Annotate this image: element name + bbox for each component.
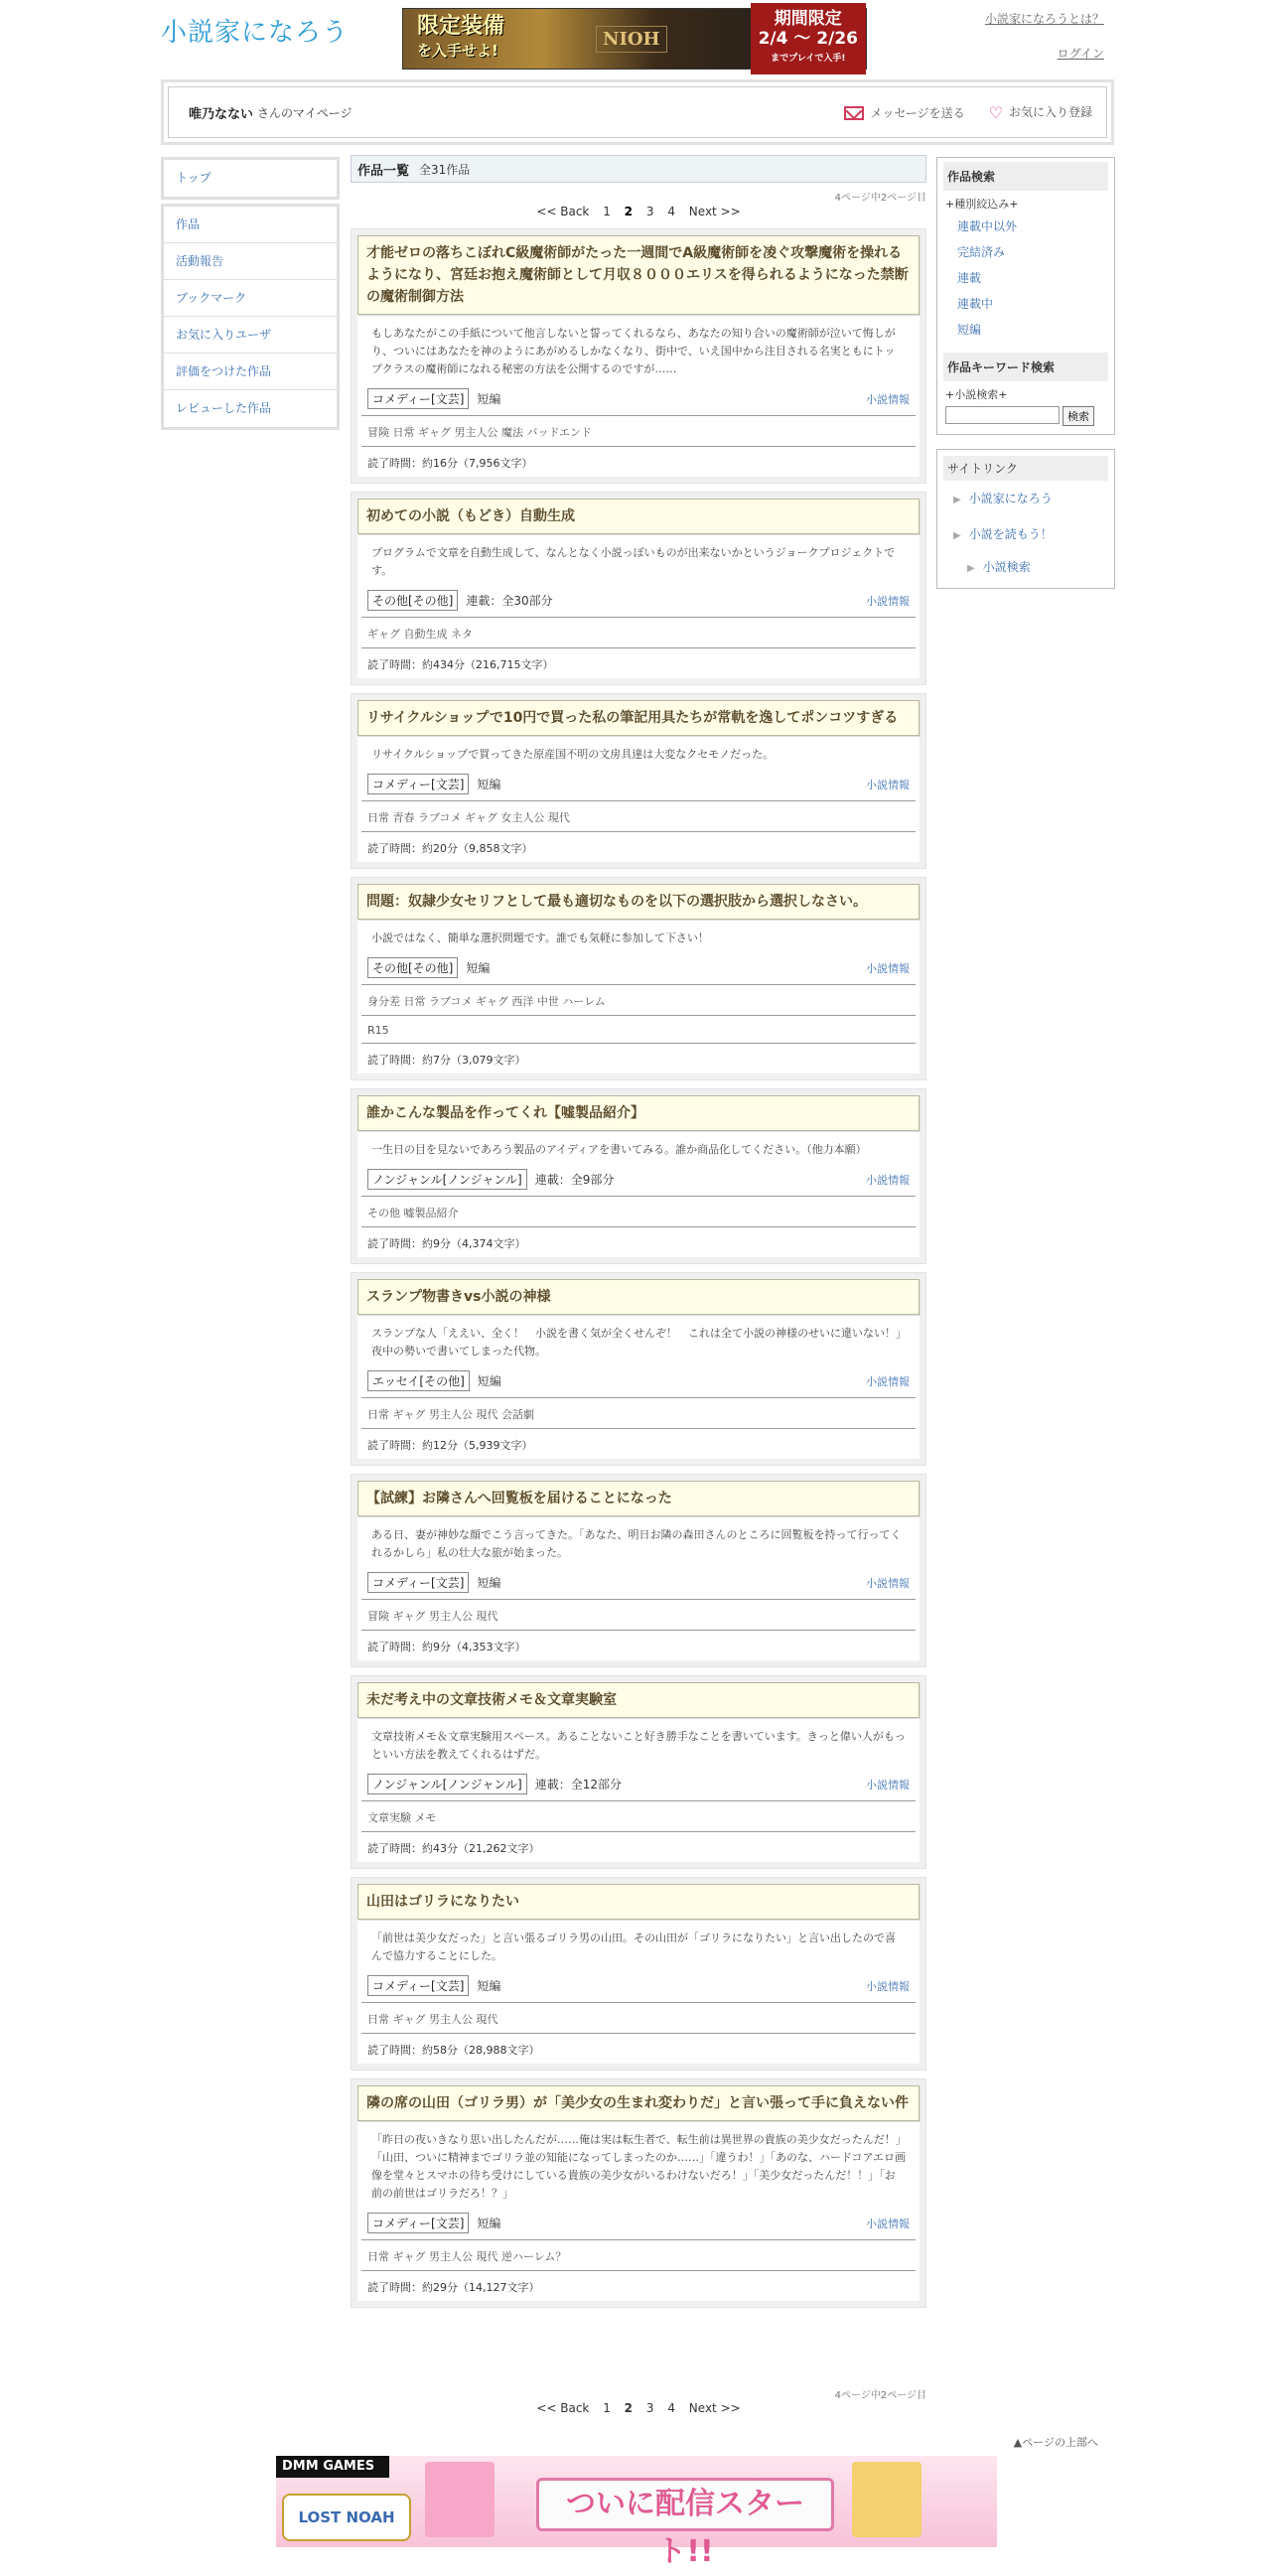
work-description: ある日、妻が神妙な顔でこう言ってきた。「あなた、明日お隣の森田さんのところに回覧板を持って行ってくれるかしら」私の壮大な旅が始まった。 — [371, 1528, 902, 1559]
ad-decoration — [425, 2462, 495, 2537]
work-description: スランプな人「ええい、全く！ 小説を書く気が全くせんぞ！ これは全て小説の神様のせいに違いない！」夜中の勢いで書いてしまった代物。 — [371, 1327, 902, 1358]
work-type: 短編 — [477, 1374, 501, 1388]
work-read-time: 読了時間：約7分（3,079文字） — [367, 1054, 526, 1067]
pager-back[interactable]: << Back — [536, 205, 590, 218]
work-info-link[interactable]: 小説情報 — [866, 1576, 910, 1590]
pager-page-4[interactable]: 4 — [667, 2401, 675, 2415]
sitelink-title: サイトリンク — [943, 456, 1108, 481]
pager-page-3[interactable]: 3 — [645, 2401, 654, 2415]
work-info-link[interactable]: 小説情報 — [866, 392, 910, 406]
work-read-time: 読了時間：約43分（21,262文字） — [367, 1842, 540, 1855]
pager-page-4[interactable]: 4 — [667, 205, 675, 218]
keyword-label: +小説検索+ — [945, 388, 1008, 401]
pager-page-3[interactable]: 3 — [645, 205, 654, 218]
nav-rated-works[interactable]: 評価をつけた作品 — [164, 354, 337, 390]
work-info-link[interactable]: 小説情報 — [866, 778, 910, 791]
work-type: 連載：全30部分 — [466, 594, 553, 608]
work-card — [351, 1474, 926, 1667]
works-list — [351, 155, 926, 2316]
work-genre[interactable]: エッセイ[その他] — [367, 1370, 470, 1391]
work-genre[interactable]: コメディー[文芸] — [367, 2213, 469, 2233]
search-title: 作品検索 — [943, 162, 1108, 191]
work-info-link[interactable]: 小説情報 — [866, 594, 910, 608]
pager-page-2: 2 — [624, 205, 634, 218]
work-read-time: 読了時間：約16分（7,956文字） — [367, 457, 533, 470]
work-description: 小説ではなく、簡単な選択問題です。誰でも気軽に参加して下さい！ — [371, 931, 709, 944]
banner-period-note: までプレイで入手! — [771, 54, 846, 64]
work-info-link[interactable]: 小説情報 — [866, 2217, 910, 2230]
sitelink-yomou[interactable]: ▶ 小説を読もう！ — [953, 527, 1053, 541]
dmm-games-logo: DMM GAMES — [276, 2456, 389, 2478]
site-logo[interactable]: 小説家になろう — [161, 17, 350, 48]
work-type: 連載：全9部分 — [534, 1173, 615, 1187]
keyword-search-title: 作品キーワード検索 — [943, 353, 1108, 381]
work-meta — [361, 1163, 916, 1197]
work-title[interactable]: スランプ物書きvs小説の神様 — [357, 1279, 920, 1315]
work-tags: 文章実験 メモ — [361, 1801, 916, 1832]
work-genre[interactable]: コメディー[文芸] — [367, 388, 469, 409]
login-link[interactable]: ログイン — [1057, 47, 1104, 61]
work-info-link[interactable]: 小説情報 — [866, 1778, 910, 1791]
nav-reviewed-works[interactable]: レビューした作品 — [176, 401, 272, 415]
user-name: 唯乃なない — [189, 106, 254, 122]
work-title[interactable]: 才能ゼロの落ちこぼれC級魔術師がたった一週間でA級魔術師を凌ぐ攻撃魔術を操れるようになり、宮廷お抱え魔術師として月収８０００エリスを得られるようになった禁断の魔術制御方法 — [357, 235, 920, 315]
filter-ongoing[interactable]: 連載中 — [957, 297, 994, 311]
pager-page-2: 2 — [624, 2401, 634, 2415]
work-read-time: 読了時間：約434分（216,715文字） — [367, 658, 554, 671]
work-type: 短編 — [466, 961, 491, 975]
work-type: 短編 — [477, 778, 501, 791]
keyword-input[interactable] — [945, 406, 1060, 424]
ad-message: ついに配信スタート!! — [536, 2478, 834, 2531]
search-button[interactable]: 検索 — [1062, 406, 1094, 426]
work-meta — [361, 2207, 916, 2240]
work-tags: 日常 ギャグ 男主人公 現代 — [361, 2003, 916, 2034]
work-genre[interactable]: その他[その他] — [367, 957, 458, 978]
work-type: 短編 — [477, 392, 501, 406]
nav-works[interactable]: 作品 — [164, 207, 337, 243]
right-sidebar — [936, 157, 1115, 589]
work-genre[interactable]: ノンジャンル[ノンジャンル] — [367, 1169, 527, 1190]
work-tags: 日常 ギャグ 男主人公 現代 会話劇 — [361, 1398, 916, 1429]
work-info-link[interactable]: 小説情報 — [866, 961, 910, 975]
work-tags: 身分差 日常 ラブコメ ギャグ 西洋 中世 ハーレム — [361, 985, 916, 1016]
work-meta — [361, 1969, 916, 2003]
work-tags: 日常 ギャグ 男主人公 現代 逆ハーレム？ — [361, 2240, 916, 2271]
triangle-right-icon: ▶ — [967, 563, 975, 574]
work-description: 一生日の目を見ないであろう製品のアイディアを書いてみる。誰か商品化してください。（他力本願） — [371, 1143, 867, 1156]
filter-serial[interactable]: 連載 — [957, 271, 982, 285]
pager-page-1[interactable]: 1 — [603, 2401, 611, 2415]
work-genre[interactable]: コメディー[文芸] — [367, 774, 469, 794]
work-type: 短編 — [477, 1979, 501, 1993]
work-card — [351, 877, 926, 1080]
work-meta — [361, 768, 916, 801]
work-title[interactable]: 【試練】お隣さんへ回覧板を届けることになった — [357, 1481, 920, 1516]
filter-completed[interactable]: 完結済み — [957, 245, 1006, 259]
add-favorite-button[interactable]: ♡ お気に入り登録 — [988, 102, 1092, 122]
work-tags: 冒険 ギャグ 男主人公 現代 — [361, 1600, 916, 1631]
work-description: 「前世は美少女だった」と言い張るゴリラ男の山田。その山田が「ゴリラになりたい」と言い出したので喜んで協力することにした。 — [371, 1932, 896, 1962]
work-card — [351, 228, 926, 484]
work-tags: ギャグ 自動生成 ネタ — [361, 618, 916, 648]
pager-next[interactable]: Next >> — [688, 2401, 741, 2415]
banner-game-logo: NIOH — [596, 26, 667, 53]
work-rating: R15 — [361, 1016, 916, 1044]
work-title[interactable]: 山田はゴリラになりたい — [357, 1884, 920, 1920]
ad-decoration — [852, 2462, 921, 2537]
work-info-link[interactable]: 小説情報 — [866, 1979, 910, 1993]
banner-line2: を入手せよ! — [417, 42, 498, 60]
work-card — [351, 1675, 926, 1869]
mypage-suffix: さんのマイページ — [257, 105, 353, 120]
nav-activity[interactable]: 活動報告 — [164, 243, 337, 280]
banner-period: 2/4 ～ 2/26 — [758, 29, 858, 49]
nav-bookmarks[interactable]: ブックマーク — [164, 280, 337, 317]
envelope-icon — [844, 106, 864, 120]
lost-noah-logo: LOST NOAH — [282, 2494, 411, 2541]
work-read-time: 読了時間：約9分（4,353文字） — [367, 1641, 526, 1653]
triangle-right-icon: ▶ — [953, 495, 961, 505]
work-description: プログラムで文章を自動生成して、なんとなく小説っぽいものが出来ないかというジョークプロジェクトです。 — [371, 546, 896, 577]
work-info-link[interactable]: 小説情報 — [866, 1173, 910, 1187]
work-description: 文章技術メモ＆文章実験用スペース。あることないこと好き勝手なことを書いています。きっと偉い人がもっといい方法を教えてくれるはずだ。 — [371, 1730, 906, 1761]
pager-next[interactable]: Next >> — [688, 205, 741, 218]
send-message-button[interactable]: メッセージを送る — [844, 104, 964, 121]
sitelink-narou[interactable]: ▶ 小説家になろう — [953, 492, 1053, 505]
work-read-time: 読了時間：約58分（28,988文字） — [367, 2044, 540, 2057]
work-meta — [361, 1566, 916, 1600]
search-box — [936, 157, 1115, 435]
work-title[interactable]: 初めての小説（もどき）自動生成 — [357, 499, 920, 534]
ad-banner-top[interactable] — [402, 8, 867, 70]
work-tags: 冒険 日常 ギャグ 男主人公 魔法 バッドエンド — [361, 416, 916, 447]
nav-top[interactable]: トップ — [176, 171, 212, 185]
work-read-time: 読了時間：約12分（5,939文字） — [367, 1439, 533, 1452]
work-title[interactable]: リサイクルショップで10円で買った私の筆記用具たちが常軌を逸してポンコツすぎる — [357, 700, 920, 736]
work-meta — [361, 584, 916, 618]
site-links — [936, 449, 1115, 589]
triangle-right-icon: ▶ — [953, 530, 961, 541]
work-meta — [361, 382, 916, 416]
work-tags: その他 嘘製品紹介 — [361, 1197, 916, 1227]
work-title[interactable]: 問題：奴隷少女セリフとして最も適切なものを以下の選択肢から選択しなさい。 — [357, 884, 920, 920]
list-title: 作品一覧 — [357, 163, 410, 179]
work-description: リサイクルショップで買ってきた原産国不明の文房具達は大変なクセモノだった。 — [371, 748, 775, 761]
work-tags: 日常 青春 ラブコメ ギャグ 女主人公 現代 — [361, 801, 916, 832]
pager-bottom — [351, 2401, 926, 2415]
heart-plus-icon: ♡ — [988, 102, 1003, 122]
user-bar — [161, 79, 1114, 145]
list-count: 全31作品 — [419, 162, 471, 177]
work-title[interactable]: 隣の席の山田（ゴリラ男）が「美少女の生まれ変わりだ」と言い張って手に負えない件 — [357, 2085, 920, 2121]
site-header — [0, 0, 1275, 79]
page-info: 4ページ中2ページ目 — [834, 193, 926, 204]
work-type: 連載：全12部分 — [534, 1778, 623, 1791]
ad-banner-bottom[interactable] — [276, 2456, 997, 2569]
nav-favorite-users[interactable]: お気に入りユーザ — [164, 317, 337, 354]
work-meta — [361, 951, 916, 985]
about-link[interactable]: 小説家になろうとは？ — [984, 12, 1104, 26]
page-info-bottom: 4ページ中2ページ目 — [834, 2390, 926, 2401]
work-read-time: 読了時間：約9分（4,374文字） — [367, 1237, 526, 1250]
work-description: もしあなたがこの手紙について他言しないと誓ってくれるなら、あなたの知り合いの魔術師が泣いて悔しがり、ついにはあなたを神のようにあがめるしかなくなり、街中で、いえ国中から注目される名実ともにトップクラスの魔術師になれる秘密の方法を公開するのですが…… — [371, 327, 896, 375]
work-card — [351, 693, 926, 869]
work-meta — [361, 1768, 916, 1801]
work-description: 「昨日の夜いきなり思い出したんだが……俺は実は転生者で、転生前は異世界の貴族の美少女だったんだ！」「山田、ついに精神までゴリラ並の知能になってしまったのか……」「違うわ！」「あのな、ハードコアエロ画像を堂々とスマホの待ち受けにしている貴族の美少女がいるわけないだろ！」「美少女だったんだ！！」「お前の前世はゴリラだろ！？」 — [371, 2133, 907, 2200]
work-genre[interactable]: コメディー[文芸] — [367, 1572, 469, 1593]
work-card — [351, 2078, 926, 2308]
pager-back[interactable]: << Back — [536, 2401, 590, 2415]
left-nav — [161, 157, 340, 434]
filter-not-ongoing[interactable]: 連載中以外 — [957, 219, 1018, 233]
banner-period-title: 期間限定 — [774, 9, 842, 29]
banner-line1: 限定装備 — [417, 14, 505, 39]
work-type: 短編 — [477, 2217, 501, 2230]
sitelink-search[interactable]: ▶ 小説検索 — [967, 560, 1031, 574]
filter-short[interactable]: 短編 — [957, 323, 982, 337]
work-read-time: 読了時間：約20分（9,858文字） — [367, 842, 533, 855]
work-card — [351, 1088, 926, 1264]
work-type: 短編 — [477, 1576, 501, 1590]
work-card — [351, 1877, 926, 2071]
work-genre[interactable]: コメディー[文芸] — [367, 1975, 469, 1996]
work-title[interactable]: 未だ考え中の文章技術メモ＆文章実験室 — [357, 1682, 920, 1718]
page-top-link[interactable]: ▲ページの上部へ — [1013, 2436, 1098, 2449]
pager-top — [351, 205, 926, 220]
work-meta — [361, 1364, 916, 1398]
filter-label: +種別絞込み+ — [945, 198, 1019, 211]
work-card — [351, 1272, 926, 1466]
list-header — [351, 155, 926, 183]
work-genre[interactable]: ノンジャンル[ノンジャンル] — [367, 1774, 527, 1794]
pager-page-1[interactable]: 1 — [603, 205, 611, 218]
work-genre[interactable]: その他[その他] — [367, 590, 458, 611]
work-read-time: 読了時間：約29分（14,127文字） — [367, 2281, 540, 2294]
work-info-link[interactable]: 小説情報 — [866, 1374, 910, 1388]
work-card — [351, 492, 926, 685]
work-title[interactable]: 誰かこんな製品を作ってくれ【嘘製品紹介】 — [357, 1095, 920, 1131]
